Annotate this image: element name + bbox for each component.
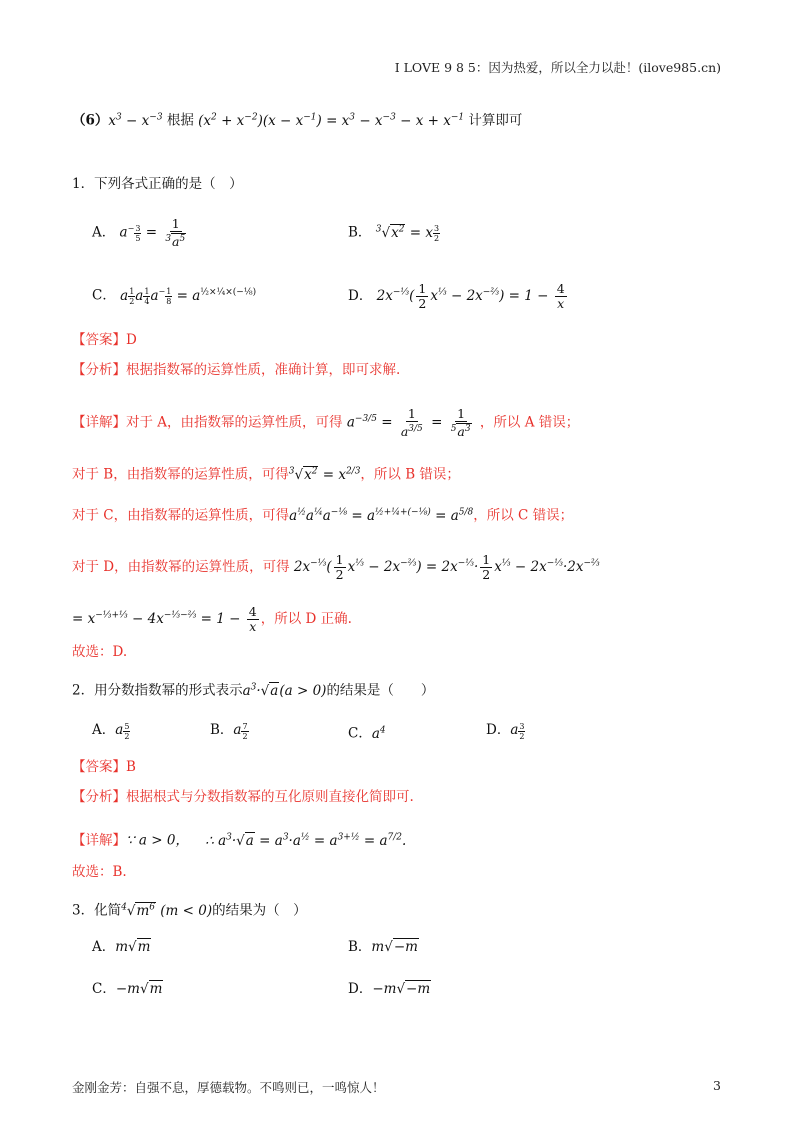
q1-detail-c-text: 对于 C，由指数幂的运算性质，可得: [72, 507, 290, 524]
q1-detail-b-text: 对于 B，由指数幂的运算性质，可得: [72, 466, 289, 483]
q6-tail: 计算即可: [468, 112, 523, 129]
q1-detail-a-text: 【详解】对于 A，由指数幂的运算性质，可得: [72, 414, 343, 431]
q1-option-c-label: C．: [92, 287, 116, 304]
q3-stem-tail: 的结果为（ ）: [212, 902, 307, 919]
q1-option-b[interactable]: [348, 219, 440, 243]
q3-option-d-formula: −m√−m: [372, 981, 431, 997]
q2-option-b-formula: a $\frac{7}{2}$: [233, 721, 248, 741]
q3-option-a[interactable]: [92, 937, 151, 957]
q2-option-d-formula: a $\frac{3}{2}$: [510, 721, 525, 741]
q1-option-a-formula: a − $\frac{3}{5}$ = $\frac{1}{^3a^5}$: [119, 216, 186, 250]
q1-stem: 1．下列各式正确的是（ ）: [72, 176, 243, 192]
q1-option-b-formula: $^3√x^2 = x$ $\frac{3}{2}$: [375, 224, 440, 243]
q3-option-c-formula: −m√m: [115, 981, 163, 997]
q1-detail-c-result: ，所以 C 错误；: [473, 507, 574, 524]
q1-option-b-label: B．: [348, 224, 372, 241]
q1-option-d[interactable]: [348, 282, 569, 311]
q3-option-a-formula: m√m: [115, 939, 151, 955]
q2-stem: [72, 677, 434, 701]
q1-option-a-label: A．: [92, 224, 116, 241]
q6-label: （6）: [72, 112, 109, 129]
q2-option-c-formula: $a^4$: [371, 725, 386, 742]
q2-option-a-formula: a $\frac{5}{2}$: [115, 721, 130, 741]
q2-answer: 【答案】B: [72, 759, 136, 775]
q1-detail-a-result: ，所以 A 错误；: [479, 414, 580, 431]
q2-option-d-label: D．: [486, 722, 511, 738]
q1-option-d-formula: $2x^{-\frac{1}{3}}$( $\frac{1}{2}$ $x^{\frac{1}{3}} - 2x^{-\frac{2}{3}}) = 1$ − $\frac{4}{x}$: [376, 281, 565, 311]
q1-detail-b-result: ，所以 B 错误；: [360, 466, 460, 483]
page-footer-motto: 金刚金芳：自强不息，厚德载物。不鸣则已，一鸣惊人！: [72, 1080, 385, 1095]
q3-stem-text: 3．化简: [72, 902, 122, 919]
q1-detail-c-formula: $a^{\frac{1}{2}}a^{\frac{1}{4}}a^{-\frac{1}{8}} = a^{\frac{1}{2}+\frac{1}{4}+(-\frac{1}{8})} = a^{5/8}$: [289, 507, 474, 524]
q1-detail-d: [72, 553, 600, 582]
q6-pre-formula: $x^3 - x^{-3}$: [108, 112, 163, 129]
q3-option-b-label: B．: [348, 939, 372, 955]
q1-answer: 【答案】D: [72, 332, 137, 348]
page-header: I LOVE 9 8 5：因为热爱，所以全力以赴！(ilove985.cn): [394, 60, 721, 75]
q6-basis: 根据: [166, 112, 194, 129]
q2-option-b[interactable]: [210, 720, 249, 741]
q1-detail-a-formula: $a^{-3/5}$ = $\frac{1}{a^{3/5}}$ = $\frac{1}{^5a^3}$: [346, 406, 471, 440]
q2-detail-label: 【详解】: [72, 832, 126, 849]
q1-detail-d-result: ，所以 D 正确.: [260, 611, 352, 627]
q1-detail-b: [72, 461, 460, 485]
q3-option-d-label: D．: [348, 981, 373, 997]
q2-detail: [72, 827, 406, 851]
q2-option-d[interactable]: [486, 720, 525, 741]
q2-option-c[interactable]: [348, 720, 386, 744]
q3-stem: [72, 897, 307, 921]
q1-detail-d-cont: [72, 605, 352, 634]
q2-stem-text: 2．用分数指数幂的形式表示: [72, 682, 243, 699]
page-number: 3: [713, 1078, 721, 1093]
q3-option-b-formula: m√−m: [371, 939, 418, 955]
q1-detail-d-cont-formula: = $x^{-\frac{1}{3}+\frac{1}{3}} - 4x^{-\frac{1}{3}-\frac{2}{3}} = 1$ − $\frac{4}{x}$: [72, 604, 257, 634]
q2-stem-formula: $a^3\cdot√a(a > 0)$: [242, 682, 327, 699]
q2-stem-tail: 的结果是（ ）: [326, 682, 435, 699]
q3-option-c-label: C．: [92, 981, 116, 997]
q6-formula: $(x^2 + x^{-2})(x - x^{-1}) = x^3 - x^{-3} - x + x^{-1}$: [198, 112, 465, 129]
q1-detail-d-text: 对于 D，由指数幂的运算性质，可得: [72, 559, 290, 575]
q2-choice: 故选：B.: [72, 864, 127, 880]
q3-option-c[interactable]: [92, 979, 163, 999]
q6-line: [72, 107, 522, 131]
q2-detail-formula: ∴ $a^3\cdot√a = a^3\cdot a^{\frac{1}{2}} = a^{3+\frac{1}{2}} = a^{7/2}$.: [205, 832, 407, 849]
q3-option-b[interactable]: [348, 937, 419, 957]
q3-stem-formula: $^4√m^6$ (m < 0): [121, 902, 213, 919]
q2-option-a[interactable]: [92, 720, 130, 741]
q1-analysis: 【分析】根据指数幂的运算性质，准确计算，即可求解.: [72, 362, 401, 378]
q1-detail-a: [72, 407, 579, 439]
q1-choice: 故选：D.: [72, 644, 128, 660]
q1-option-d-label: D．: [348, 288, 373, 304]
q3-option-a-label: A．: [92, 939, 116, 955]
q2-analysis: 【分析】根据根式与分数指数幂的互化原则直接化简即可.: [72, 789, 414, 805]
q1-option-c-formula: a $\frac{1}{2}$ a $\frac{1}{4}$ a − $\frac{1}{8}$ = $a^{\frac{1}{2}\times\frac{1}{4}\times(-\frac{1}{8})}$: [120, 287, 257, 306]
q1-detail-d-formula: $2x^{-\frac{1}{3}}$( $\frac{1}{2}$ $x^{\frac{1}{3}} - 2x^{-\frac{2}{3}}) = 2x^{-\frac{1}{3}}\cdot$ $\frac{1}{2}$ $x^{\frac{1}{3}} - 2x^{-\frac{1}{3}}\cdot 2x^{-\frac{2}{3}}$: [293, 552, 600, 582]
q1-option-c[interactable]: [92, 282, 256, 306]
q1-detail-b-formula: $^3√x^2 = x^{2/3}$: [288, 466, 361, 483]
q2-option-c-label: C．: [348, 725, 372, 742]
q1-detail-c: [72, 502, 573, 526]
q2-option-a-label: A．: [92, 722, 116, 738]
q1-option-a[interactable]: [92, 217, 190, 249]
q3-option-d[interactable]: [348, 979, 431, 999]
q2-option-b-label: B．: [210, 722, 234, 738]
q2-detail-condition: ∵ a > 0，: [126, 832, 189, 849]
